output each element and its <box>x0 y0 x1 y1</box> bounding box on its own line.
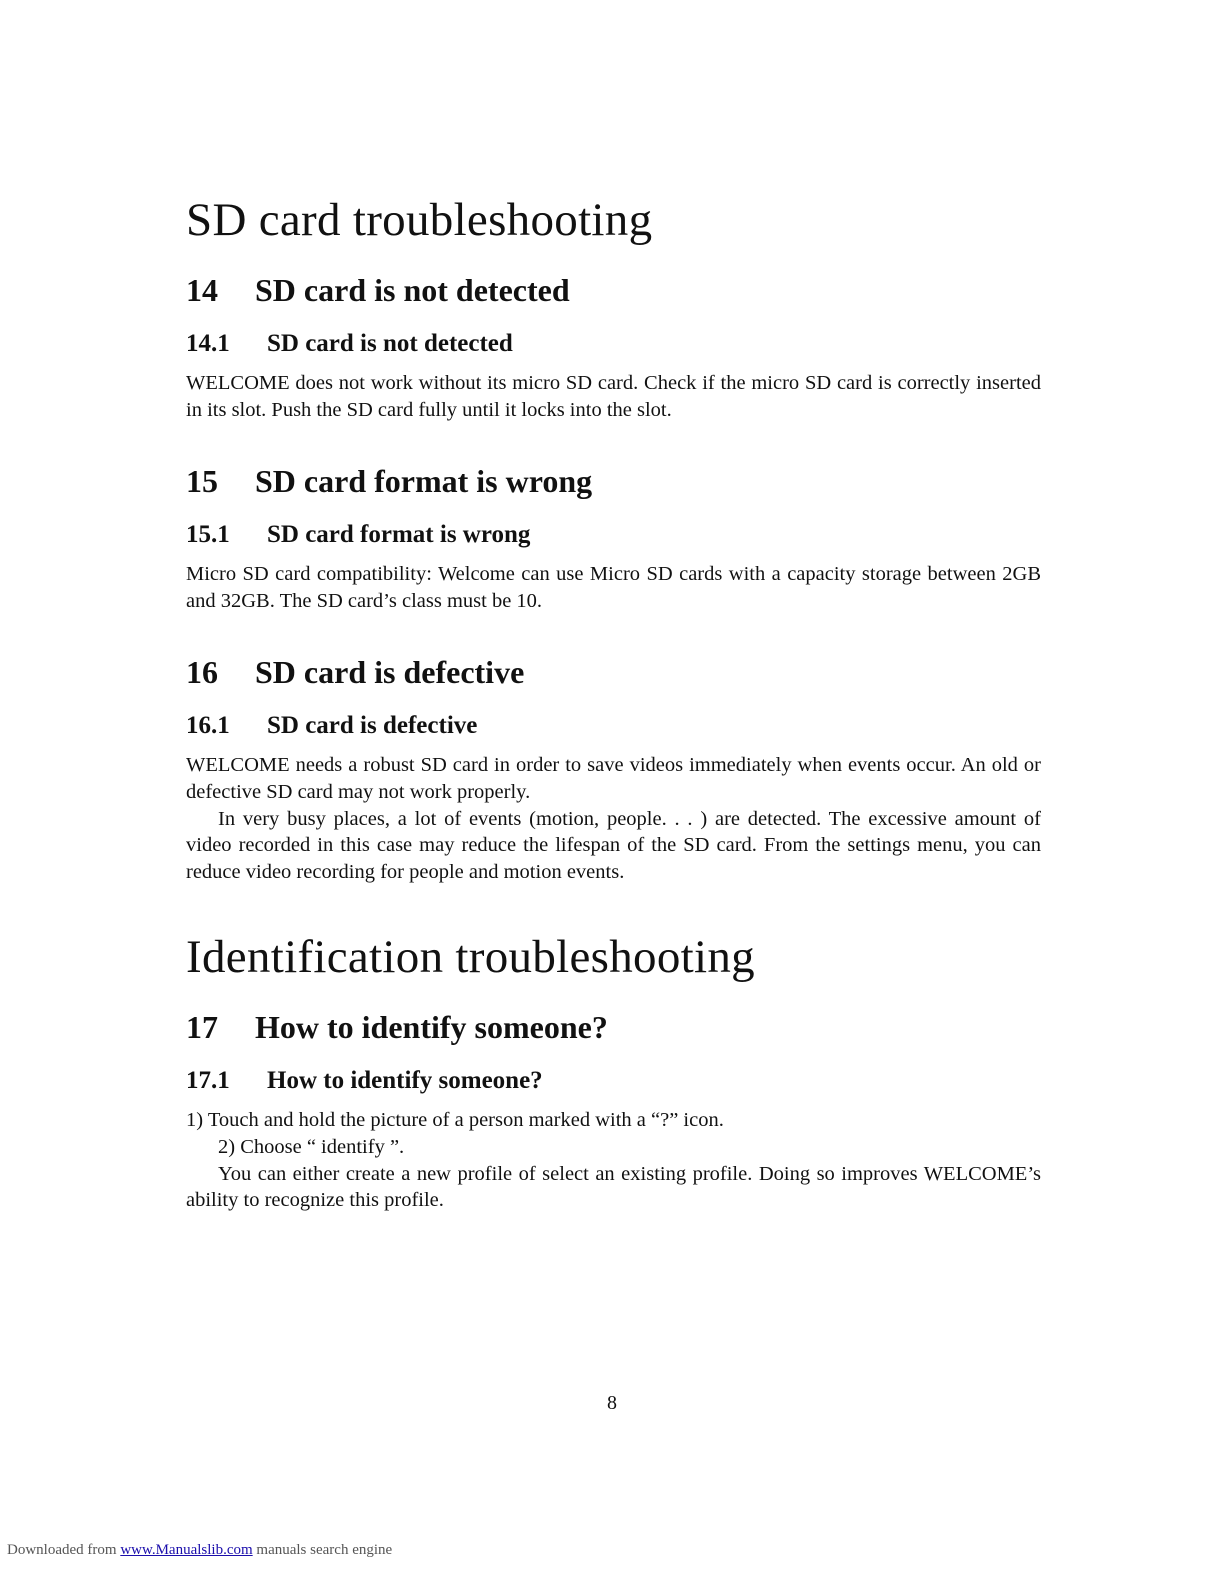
subsection-number: 17.1 <box>186 1067 230 1095</box>
subsection-title: SD card is not detected <box>267 330 513 357</box>
paragraph-17-1-note: You can either create a new profile of select an existing profile. Doing so improves WELCOME’s ability to recognize this profile. <box>186 1162 1041 1212</box>
section-number: 14 <box>186 272 218 308</box>
manualslib-link[interactable]: www.Manualslib.com <box>120 1542 253 1558</box>
section-title: How to identify someone? <box>255 1009 608 1046</box>
section-title: SD card format is wrong <box>255 463 593 500</box>
section-number: 15 <box>186 463 218 500</box>
subsection-title: SD card is defective <box>267 712 478 740</box>
page-content <box>186 190 1041 1214</box>
section-title: SD card is not detected <box>255 272 570 308</box>
download-suffix: manuals search engine <box>256 1542 393 1558</box>
paragraph-15-1: Micro SD card compatibility: Welcome can use Micro SD cards with a capacity storage between 2GB and 32GB. The SD card’s class must be 10. <box>186 563 1041 612</box>
download-footer <box>7 1542 392 1559</box>
section-title: SD card is defective <box>255 654 525 691</box>
subsection-number: 14.1 <box>186 330 230 357</box>
paragraph-16-1-b: In very busy places, a lot of events (motion, people. . . ) are detected. The excessive amount of video recorded in this case may reduce the lifespan of the SD card. From the settings menu, you can reduce video recording for people and motion events. <box>186 807 1041 883</box>
paragraph-14-1: WELCOME does not work without its micro SD card. Check if the micro SD card is correctly inserted in its slot. Push the SD card fully until it locks into the slot. <box>186 372 1041 421</box>
paragraph-16-1-a: WELCOME needs a robust SD card in order to save videos immediately when events occur. An old or defective SD card may not work properly. <box>186 754 1041 803</box>
paragraph-17-1-step-1: 1) Touch and hold the picture of a person marked with a “?” icon. <box>186 1109 724 1132</box>
section-14-heading <box>186 270 1041 310</box>
subsection-title: SD card format is wrong <box>267 521 531 549</box>
section-number: 17 <box>186 1009 218 1046</box>
part-title-sd-card: SD card troubleshooting <box>186 194 653 246</box>
subsection-15-1-heading <box>186 519 1041 551</box>
section-16-heading <box>186 652 1041 692</box>
download-prefix: Downloaded from <box>7 1542 117 1558</box>
subsection-number: 16.1 <box>186 712 230 740</box>
section-number: 16 <box>186 654 218 691</box>
subsection-17-1-heading <box>186 1065 1041 1097</box>
paragraph-17-1-step-2: 2) Choose “ identify ”. <box>218 1135 405 1158</box>
part-title-identification: Identification troubleshooting <box>186 931 755 984</box>
subsection-title: How to identify someone? <box>267 1067 543 1095</box>
section-15-heading <box>186 461 1041 501</box>
subsection-16-1-heading <box>186 710 1041 742</box>
section-17-heading <box>186 1007 1041 1047</box>
subsection-14-1-heading <box>186 328 1041 360</box>
subsection-number: 15.1 <box>186 521 230 549</box>
page-number: 8 <box>607 1392 617 1414</box>
